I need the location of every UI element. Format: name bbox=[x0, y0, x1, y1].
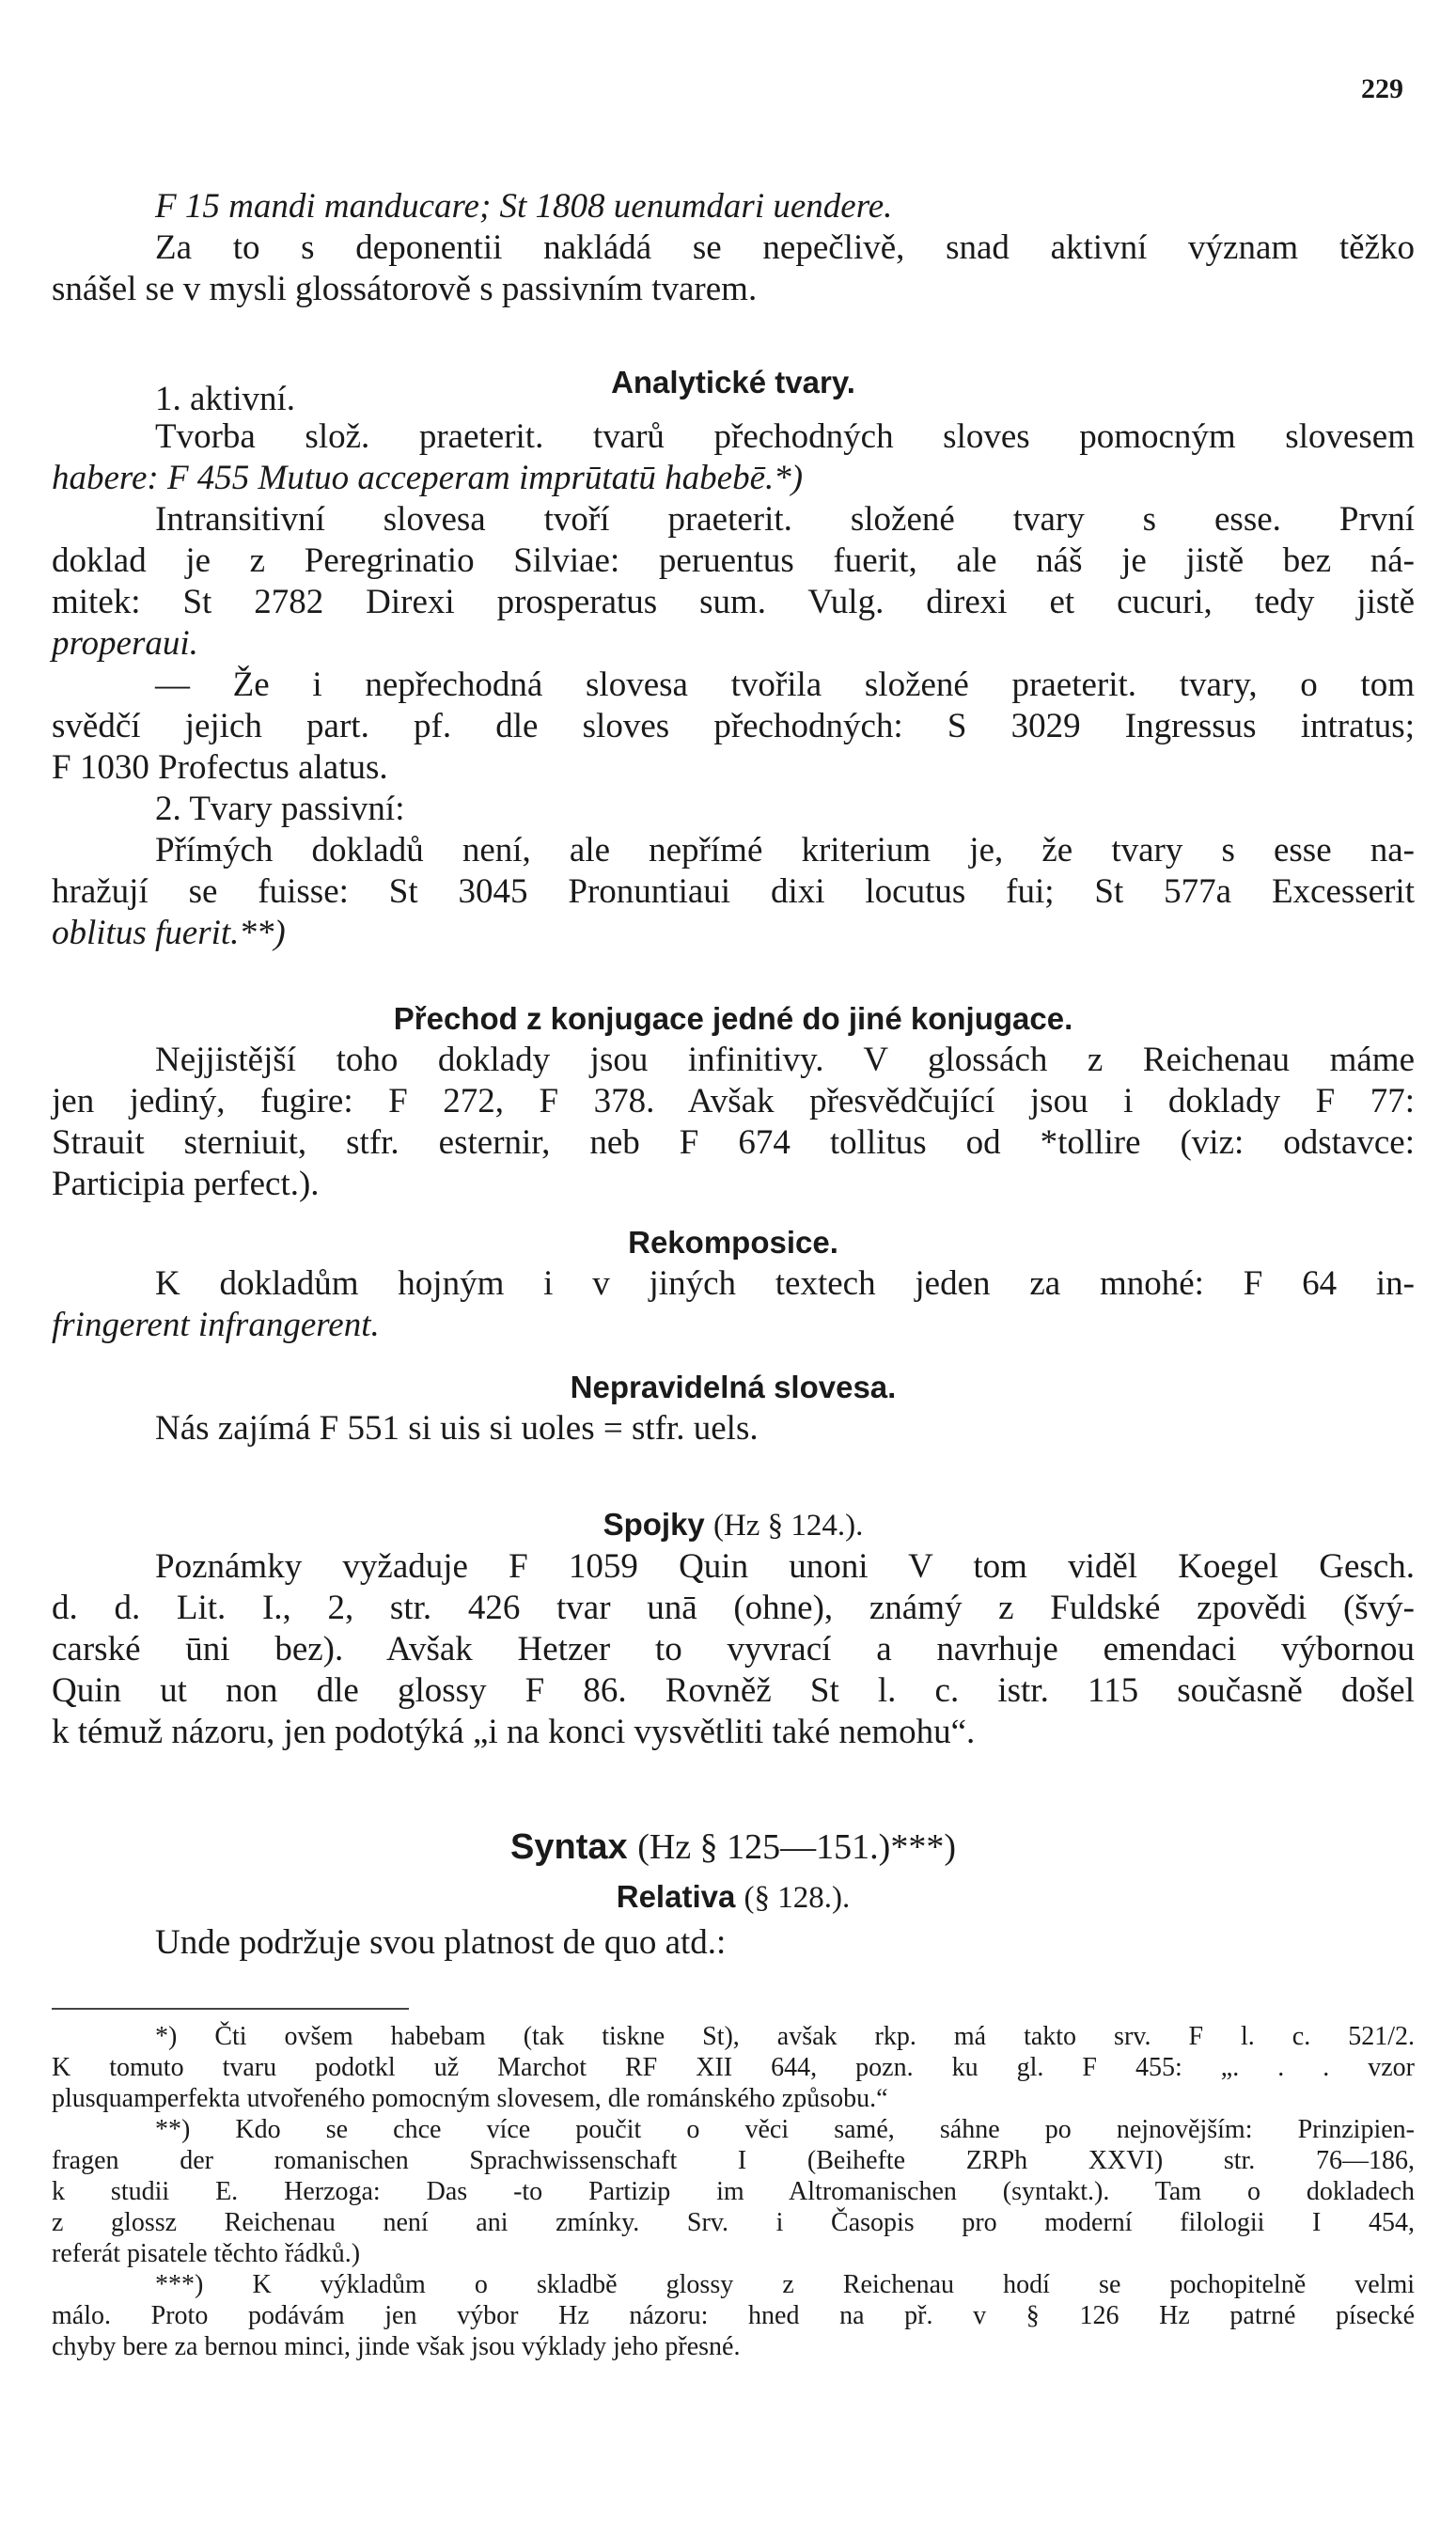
conjugation-line-3: Strauit sterniuit, stfr. esternir, neb F 674 tollitus od *tollire (viz: odstavce: bbox=[52, 1123, 1415, 1162]
intro-paragraph bbox=[52, 186, 1415, 310]
footnote-2-line-5: referát pisatele těchto řádků.) bbox=[52, 2239, 361, 2268]
footnote-2-line-2: fragen der romanischen Sprachwissenschaft I (Beihefte ZRPh XXVI) str. 76—186, bbox=[52, 2146, 1415, 2175]
irregular-heading: Nepravidelná slovesa. bbox=[570, 1370, 897, 1404]
intro-line-3: snášel se v mysli glossátorově s passivním tvarem. bbox=[52, 270, 758, 308]
footnote-2-line-4: z glossz Reichenau není ani zmínky. Srv. i Časopis pro moderní filologii I 454, bbox=[52, 2208, 1415, 2237]
conjugation-line-4: Participia perfect.). bbox=[52, 1165, 320, 1203]
conjugation-heading: Přechod z konjugace jedné do jiné konjugace. bbox=[393, 1001, 1073, 1036]
analytic-line-13: oblitus fuerit.**) bbox=[52, 914, 286, 952]
analytic-line-12: hražují se fuisse: St 3045 Pronuntiaui dixi locutus fui; St 577a Excesserit bbox=[52, 872, 1415, 911]
irregular-line: Nás zajímá F 551 si uis si uoles = stfr. uels. bbox=[155, 1409, 759, 1448]
analytic-section bbox=[52, 362, 1415, 954]
recomposition-heading: Rekomposice. bbox=[628, 1225, 838, 1260]
conjunctions-line-5: k témuž názoru, jen podotýká „i na konci vysvětliti také nemohu“. bbox=[52, 1713, 976, 1751]
footnote-3-line-2: málo. Proto podávám jen výbor Hz názoru: hned na př. v § 126 Hz patrné písecké bbox=[52, 2301, 1415, 2330]
analytic-line-11: Přímých dokladů není, ale nepřímé kriterium je, že tvary s esse na- bbox=[155, 831, 1415, 870]
analytic-line-7: — Že i nepřechodná slovesa tvořila složené praeterit. tvary, o tom bbox=[155, 666, 1415, 704]
footnote-3-line-3: chyby bere za bernou minci, jinde však jsou výklady jeho přesné. bbox=[52, 2332, 741, 2361]
analytic-line-3: Intransitivní slovesa tvoří praeterit. složené tvary s esse. První bbox=[155, 500, 1415, 539]
conjunctions-section bbox=[52, 1504, 1415, 1753]
syntax-heading: Syntax (Hz § 125—151.)***) bbox=[510, 1827, 956, 1867]
analytic-sub-active: 1. aktivní. bbox=[155, 380, 296, 418]
analytic-heading: Analytické tvary. bbox=[611, 365, 855, 400]
conjugation-line-2: jen jediný, fugire: F 272, F 378. Avšak přesvědčující jsou i doklady F 77: bbox=[52, 1082, 1415, 1120]
analytic-line-5: mitek: St 2782 Direxi prosperatus sum. Vulg. direxi et cucuri, tedy jistě bbox=[52, 583, 1415, 621]
page-number: 229 bbox=[1361, 73, 1403, 104]
relativa-heading: Relativa (§ 128.). bbox=[616, 1879, 851, 1915]
analytic-line-2: habere: F 455 Mutuo acceperam imprūtatū habebē.*) bbox=[52, 459, 804, 497]
analytic-line-6: properaui. bbox=[52, 624, 198, 663]
conjunctions-line-4: Quin ut non dle glossy F 86. Rovněž St l. c. istr. 115 současně došel bbox=[52, 1671, 1415, 1710]
conjunctions-heading: Spojky (Hz § 124.). bbox=[603, 1507, 864, 1543]
footnote-1-line-1: *) Čti ovšem habebam (tak tiskne St), avšak rkp. má takto srv. F l. c. 521/2. bbox=[155, 2022, 1415, 2051]
analytic-line-9: F 1030 Profectus alatus. bbox=[52, 748, 388, 787]
footnote-3-line-1: ***) K výkladům o skladbě glossy z Reichenau hodí se pochopitelně velmi bbox=[155, 2270, 1415, 2299]
recomposition-line-1: K dokladům hojným i v jiných textech jeden za mnohé: F 64 in- bbox=[155, 1264, 1415, 1303]
intro-line-1: F 15 mandi manducare; St 1808 uenumdari uendere. bbox=[155, 187, 893, 226]
recomposition-line-2: fringerent infrangerent. bbox=[52, 1306, 380, 1344]
recomposition-section bbox=[52, 1222, 1415, 1346]
intro-line-2: Za to s deponentii nakládá se nepečlivě, snad aktivní význam těžko bbox=[155, 228, 1415, 267]
footnote-rule bbox=[52, 2008, 409, 2010]
conjugation-line-1: Nejjistější toho doklady jsou infinitivy. V glossách z Reichenau máme bbox=[155, 1041, 1415, 1079]
syntax-section bbox=[52, 1824, 1415, 1964]
relativa-heading-ref: (§ 128.). bbox=[744, 1881, 851, 1915]
analytic-line-10: 2. Tvary passivní: bbox=[155, 790, 405, 828]
conjunctions-heading-ref: (Hz § 124.). bbox=[712, 1509, 864, 1543]
footnotes bbox=[52, 2021, 1415, 2362]
conjunctions-line-2: d. d. Lit. I., 2, str. 426 tvar unā (ohne), známý z Fuldské zpovědi (švý- bbox=[52, 1589, 1415, 1627]
conjunctions-line-1: Poznámky vyžaduje F 1059 Quin unoni V tom viděl Koegel Gesch. bbox=[155, 1547, 1415, 1586]
analytic-line-8: svědčí jejich part. pf. dle sloves přechodných: S 3029 Ingressus intratus; bbox=[52, 707, 1415, 745]
footnote-2-line-3: k studii E. Herzoga: Das -to Partizip im Altromanischen (syntakt.). Tam o dokladech bbox=[52, 2177, 1415, 2206]
irregular-section bbox=[52, 1367, 1415, 1449]
conjunctions-line-3: carské ūni bez). Avšak Hetzer to vyvrací a navrhuje emendaci výbornou bbox=[52, 1630, 1415, 1668]
syntax-heading-ref: (Hz § 125—151.)***) bbox=[637, 1827, 956, 1867]
analytic-line-4: doklad je z Peregrinatio Silviae: peruentus fuerit, ale náš je jistě bez ná- bbox=[52, 541, 1415, 580]
footnote-2-line-1: **) Kdo se chce více poučit o věci samé, sáhne po nejnovějším: Prinzipien- bbox=[155, 2115, 1415, 2144]
footnote-1-line-3: plusquamperfekta utvořeného pomocným slovesem, dle románského způsobu.“ bbox=[52, 2084, 888, 2113]
footnote-1-line-2: K tomuto tvaru podotkl už Marchot RF XII 644, pozn. ku gl. F 455: „. . . vzor bbox=[52, 2053, 1415, 2082]
relativa-line: Unde podržuje svou platnost de quo atd.: bbox=[155, 1923, 727, 1962]
conjugation-section bbox=[52, 998, 1415, 1205]
analytic-line-1: Tvorba slož. praeterit. tvarů přechodných sloves pomocným slovesem bbox=[155, 417, 1415, 456]
